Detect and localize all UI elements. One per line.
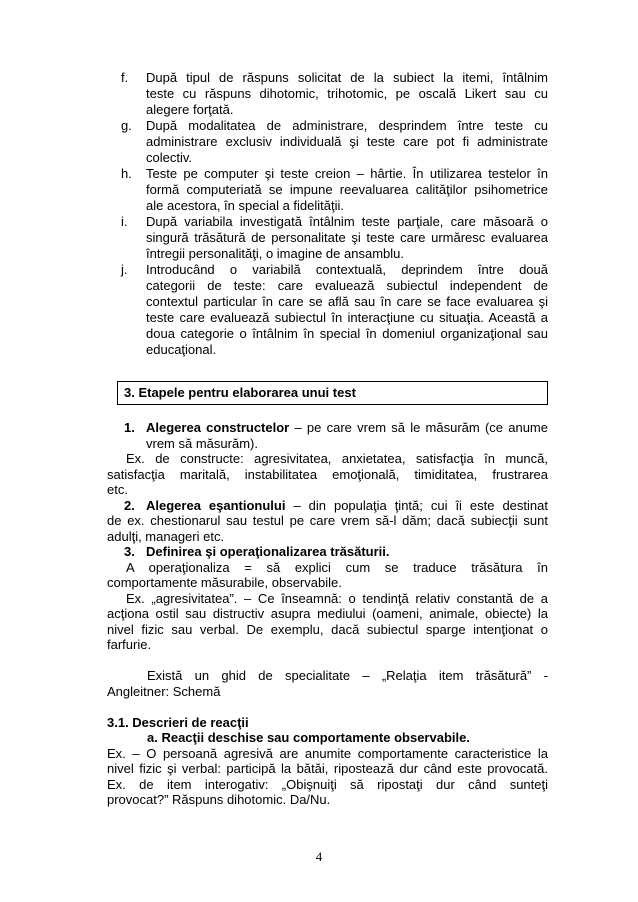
list-item-h <box>121 166 548 214</box>
list-item-line: ale acestora, în special a fidelităţii. <box>146 198 344 213</box>
subsection-item-title: a. Reacţii deschise sau comportamente observabile. <box>147 730 470 745</box>
list-item-line: alegere forţată. <box>146 102 234 117</box>
list-item-label: j. <box>121 262 128 277</box>
step-1 <box>107 420 548 498</box>
example-line: Ex. „agresivitatea”. – Ce înseamnă: o tendinţă relativ constantă de a <box>126 590 548 606</box>
list-item-text: Introducând o variabilă contextuală, deprindem între două <box>146 262 548 277</box>
step-text-line: adulţi, manageri etc. <box>107 528 225 544</box>
step-title: Definirea şi operaţionalizarea trăsăturii. <box>146 544 390 559</box>
list-item-line: întregii personalităţi, o imagine de ansamblu. <box>146 246 404 261</box>
list-item-label: f. <box>121 70 129 85</box>
list-item-line <box>121 262 548 278</box>
list-item-line: singură trăsătură de personalitate şi teste care urmăresc evaluarea <box>146 230 548 245</box>
list-item-line: teste cu răspuns dihotomic, trihotomic, pe oscală Likert sau cu <box>146 86 548 101</box>
section-heading: 3. Etapele pentru elaborarea unui test <box>124 385 356 400</box>
list-item-label: h. <box>121 166 132 181</box>
list-item-i <box>121 214 548 262</box>
list-item-line <box>121 166 548 182</box>
test-classification-list <box>121 70 548 358</box>
list-item-text: După modalitatea de administrare, desprindem între teste cu <box>146 118 548 133</box>
example-line: nivel fizic sau verbal. De exemplu, dacă subiectul sparge intenţionat o <box>107 621 548 637</box>
list-item-line <box>121 118 548 134</box>
step-text-line: de ex. chestionarul sau testul pe care vrem să-l dăm; dacă subiecţii sunt <box>107 513 548 528</box>
example-line: Ex. de item interogativ: „Obişnuiţi să ripostaţi dur când sunteţi <box>107 776 548 792</box>
list-item-line: contextul particular în care se află sau în care se face evaluarea şi <box>146 294 548 309</box>
list-item-label: g. <box>121 118 132 133</box>
list-item-f <box>121 70 548 118</box>
subsection-heading: 3.1. Descrieri de reacţii <box>107 714 249 730</box>
definition-line: A operaţionaliza = să explici cum se traduce trăsătura în <box>126 559 548 575</box>
example-line: acţiona ostil sau distructiv asupra mediului (oameni, animale, obiecte) la <box>107 606 548 621</box>
list-item-line: educaţional. <box>146 342 217 357</box>
blank-line <box>107 699 548 715</box>
subsection-item-line <box>107 730 548 746</box>
list-item-line: colectiv. <box>146 150 192 165</box>
list-item-j <box>121 262 548 358</box>
step-3 <box>107 544 548 653</box>
example-line: Ex. – O persoană agresivă are anumite comportamente caracteristice la <box>107 745 548 761</box>
definition-line: comportamente măsurabile, observabile. <box>107 575 342 590</box>
example-line: nivel fizic şi verbal: participă la bătăi, ripostează dur când este provocată. <box>107 761 548 776</box>
list-item-text: După variabila investigată întâlnim teste parţiale, care măsoară o <box>146 214 548 229</box>
step-number: 3. <box>124 544 135 559</box>
list-item-line <box>121 70 548 86</box>
step-title-line <box>107 544 548 560</box>
page-number: 4 <box>315 849 323 864</box>
example-line: satisfacţia maritală, instabilitatea emoţională, timiditatea, frustrarea <box>107 466 548 482</box>
step-2 <box>107 498 548 545</box>
example-line: Ex. de constructe: agresivitatea, anxietatea, satisfacţia în muncă, <box>126 451 548 466</box>
example-line: etc. <box>107 482 128 497</box>
step-title-line <box>107 498 548 514</box>
step-title-line <box>107 420 548 436</box>
guide-note-line: Angleitner: Schemă <box>107 683 221 699</box>
list-item-line: teste care evaluează subiectul în interacţiune cu situaţia. Această a <box>146 310 548 325</box>
guide-note-line: Există un ghid de specialitate – „Relaţia item trăsătură” - <box>147 668 548 683</box>
list-item-line <box>121 214 548 230</box>
step-text: – din populaţia ţintă; cui îi este destinat <box>293 497 548 513</box>
step-number: 1. <box>124 420 135 435</box>
step-number: 2. <box>124 497 135 513</box>
step-text: – pe care vrem să le măsurăm (ce anume <box>294 420 548 435</box>
blank-line <box>107 653 548 669</box>
list-item-line: categorii de teste: care evaluează subiectul independent de <box>146 278 548 293</box>
section-heading-box <box>117 381 548 405</box>
section-body <box>107 420 548 808</box>
list-item-line: formă computeriată se impune reevaluarea calităţilor psihometrice <box>146 182 548 197</box>
example-line: provocat?” Răspuns dihotomic. Da/Nu. <box>107 792 331 807</box>
step-text-line: vrem să măsurăm). <box>146 435 258 451</box>
guide-note <box>107 668 548 699</box>
step-title: Alegerea constructelor <box>146 420 290 435</box>
subsection-3-1 <box>107 715 548 808</box>
list-item-line: doua categorie o întâlnim în special în domeniul organizaţional sau <box>146 326 548 341</box>
list-item-label: i. <box>121 214 128 229</box>
step-title: Alegerea eşantionului <box>146 497 286 513</box>
list-item-text: După tipul de răspuns solicitat de la subiect la itemi, întâlnim <box>146 70 548 85</box>
list-item-g <box>121 118 548 166</box>
list-item-line: administrare exclusiv individuală şi teste care pot fi administrate <box>146 134 548 149</box>
subsection-heading-line <box>107 715 548 731</box>
example-line: farfurie. <box>107 637 152 652</box>
list-item-text: Teste pe computer şi teste creion – hârtie. În utilizarea testelor în <box>146 166 548 181</box>
